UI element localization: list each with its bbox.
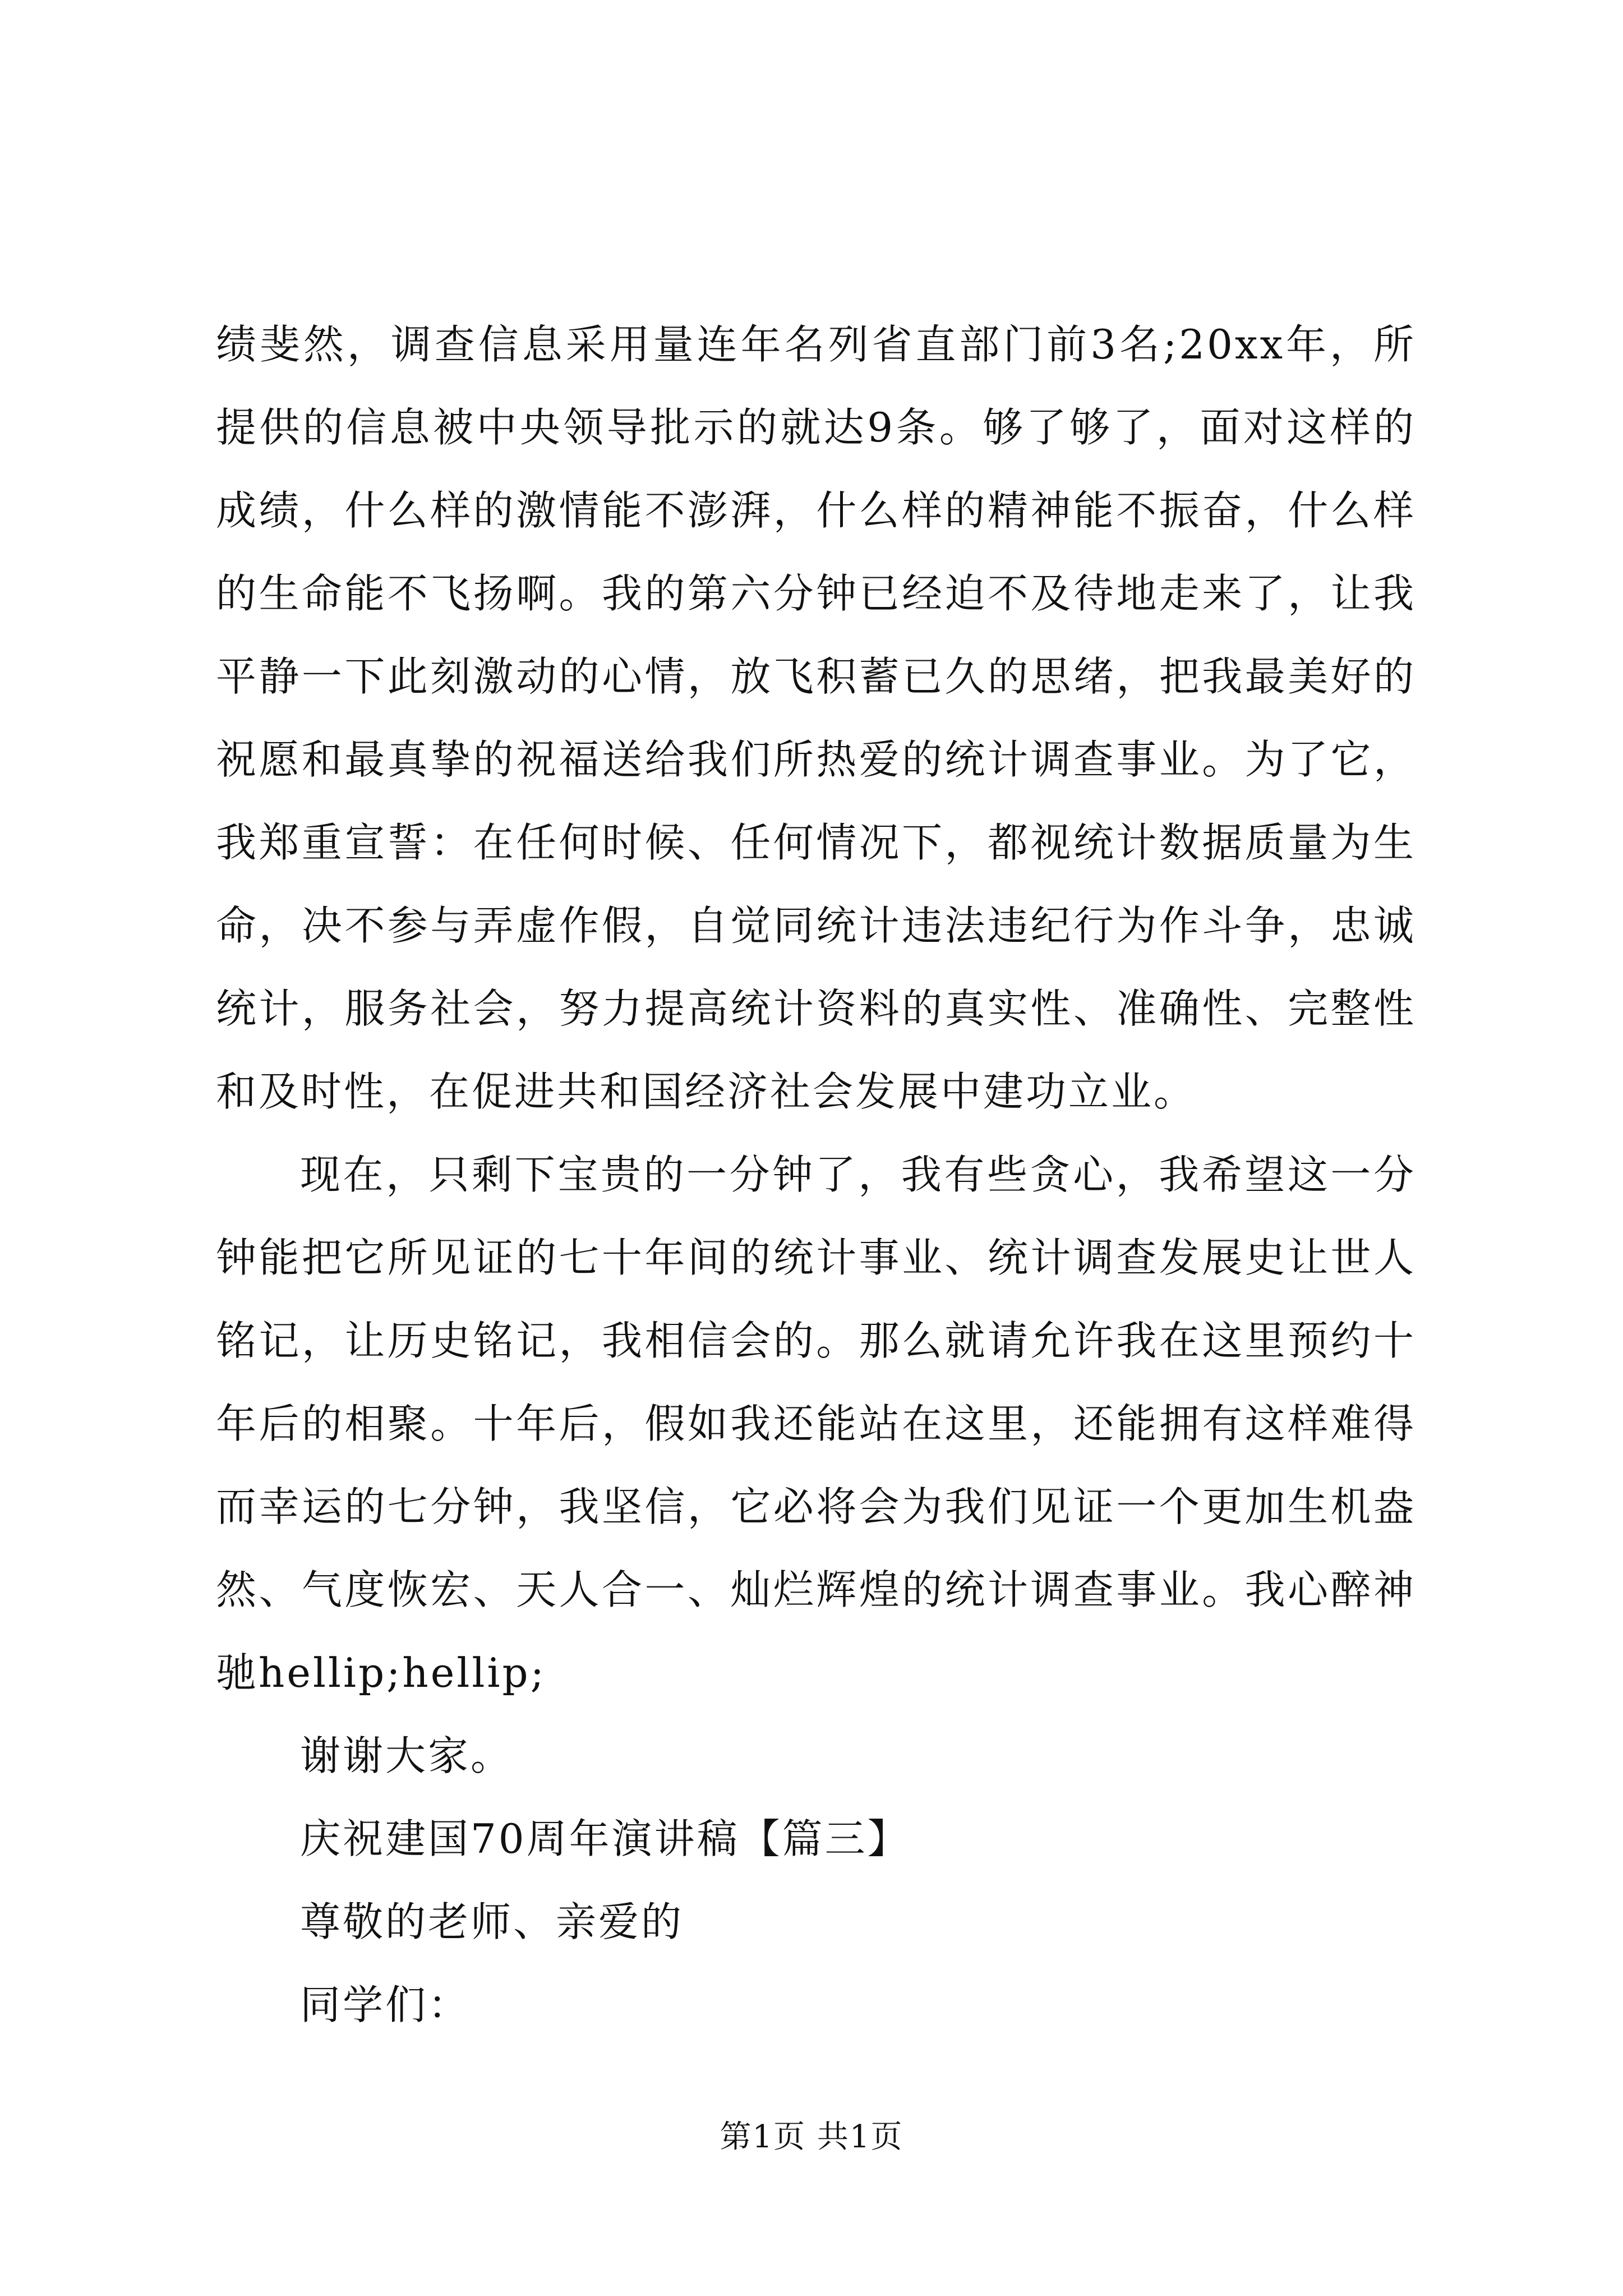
- paragraph-2: 现在，只剩下宝贵的一分钟了，我有些贪心，我希望这一分钟能把它所见证的七十年间的统计事业、统计调查发展史让世人铭记，让历史铭记，我相信会的。那么就请允许我在这里预约十年后的相聚。十年后，假如我还能站在这里，还能拥有这样难得而幸运的七分钟，我坚信，它必将会为我们见证一个更加生机盎然、气度恢宏、天人合一、灿烂辉煌的统计调查事业。我心醉神驰hellip;hellip;: [216, 1151, 1416, 1696]
- document-body: [216, 303, 1416, 2046]
- paragraph-3: 谢谢大家。: [300, 1732, 514, 1779]
- paragraph-6: 同学们：: [300, 1981, 471, 2028]
- paragraph-4: 庆祝建国70周年演讲稿【篇三】: [300, 1815, 910, 1862]
- page-footer: 第1页 共1页: [720, 2119, 903, 2155]
- paragraph-5: 尊敬的老师、亲爱的: [300, 1898, 684, 1945]
- paragraph-1: 绩斐然，调查信息采用量连年名列省直部门前3名;20xx年，所提供的信息被中央领导批示的就达9条。够了够了，面对这样的成绩，什么样的激情能不澎湃，什么样的精神能不振奋，什么样的生命能不飞扬啊。我的第六分钟已经迫不及待地走来了，让我平静一下此刻激动的心情，放飞积蓄已久的思绪，把我最美好的祝愿和最真挚的祝福送给我们所热爱的统计调查事业。为了它，我郑重宣誓：在任何时候、任何情况下，都视统计数据质量为生命，决不参与弄虚作假，自觉同统计违法违纪行为作斗争，忠诚统计，服务社会，努力提高统计资料的真实性、准确性、完整性和及时性，在促进共和国经济社会发展中建功立业。: [216, 321, 1416, 1115]
